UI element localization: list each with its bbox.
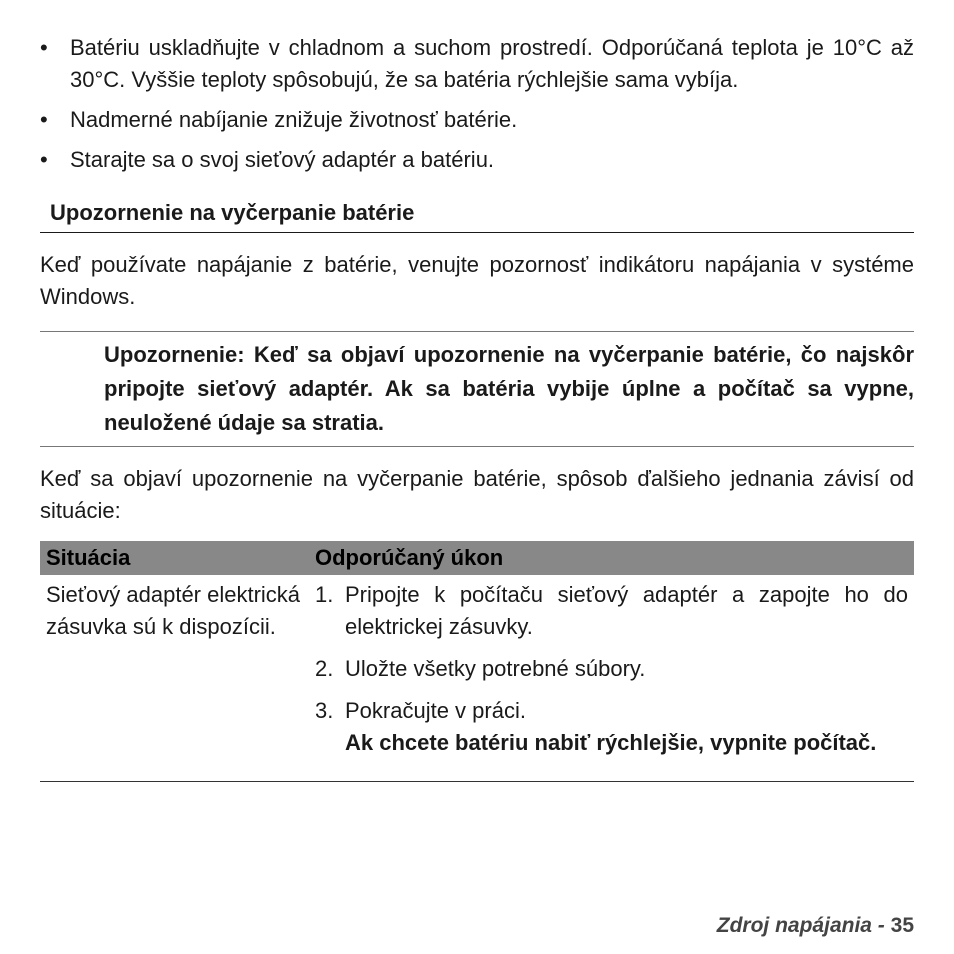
bullet-item xyxy=(40,144,914,176)
step-text: Pokračujte v práci. xyxy=(345,698,526,723)
step-item xyxy=(315,695,908,759)
bullet-list xyxy=(40,32,914,176)
step-number: 1. xyxy=(315,582,334,607)
bullet-icon: • xyxy=(40,35,48,60)
warning-note xyxy=(40,331,914,447)
document-page xyxy=(40,32,914,782)
bullet-text: Batériu uskladňujte v chladnom a suchom prostredí. Odporúčaná teplota je 10°C až 30°C. Vyššie teploty spôsobujú, že sa batéria rýchlejšie sama vybíja. xyxy=(70,35,914,92)
step-number: 3. xyxy=(315,698,334,723)
warning-note-text: Upozornenie: Keď sa objaví upozornenie na vyčerpanie batérie, čo najskôr pripojte sieťový adaptér. Ak sa batéria vybije úplne a počítač sa vypne, neuložené údaje sa stratia. xyxy=(104,342,914,435)
situation-paragraph: Keď sa objaví upozornenie na vyčerpanie batérie, spôsob ďalšieho jednania závisí od situácie: xyxy=(40,466,914,523)
bullet-item xyxy=(40,32,914,96)
column-header-situation: Situácia xyxy=(40,541,309,575)
bullet-text: Starajte sa o svoj sieťový adaptér a batériu. xyxy=(70,147,495,172)
step-tip: Ak chcete batériu nabiť rýchlejšie, vypnite počítač. xyxy=(345,730,877,755)
bullet-text: Nadmerné nabíjanie znižuje životnosť batérie. xyxy=(70,107,518,132)
bullet-item xyxy=(40,104,914,136)
table-header-row xyxy=(40,541,914,575)
intro-paragraph: Keď používate napájanie z batérie, venujte pozornosť indikátoru napájania v systéme Windows. xyxy=(40,252,914,309)
bullet-icon: • xyxy=(40,107,48,132)
page-footer xyxy=(717,914,914,938)
situation-table xyxy=(40,541,914,782)
table-row xyxy=(40,575,914,782)
footer-section-title: Zdroj napájania - xyxy=(716,914,885,937)
bullet-icon: • xyxy=(40,147,48,172)
page-number: 35 xyxy=(890,914,914,937)
steps-list xyxy=(315,579,908,759)
step-number: 2. xyxy=(315,656,334,681)
action-cell xyxy=(309,575,914,782)
section-heading: Upozornenie na vyčerpanie batérie xyxy=(40,198,914,233)
step-text: Uložte všetky potrebné súbory. xyxy=(345,656,646,681)
column-header-action: Odporúčaný úkon xyxy=(309,541,914,575)
situation-cell: Sieťový adaptér elektrická zásuvka sú k dispozícii. xyxy=(40,575,309,782)
step-text: Pripojte k počítaču sieťový adaptér a zapojte ho do elektrickej zásuvky. xyxy=(345,582,908,639)
step-item xyxy=(315,653,908,685)
step-item xyxy=(315,579,908,643)
